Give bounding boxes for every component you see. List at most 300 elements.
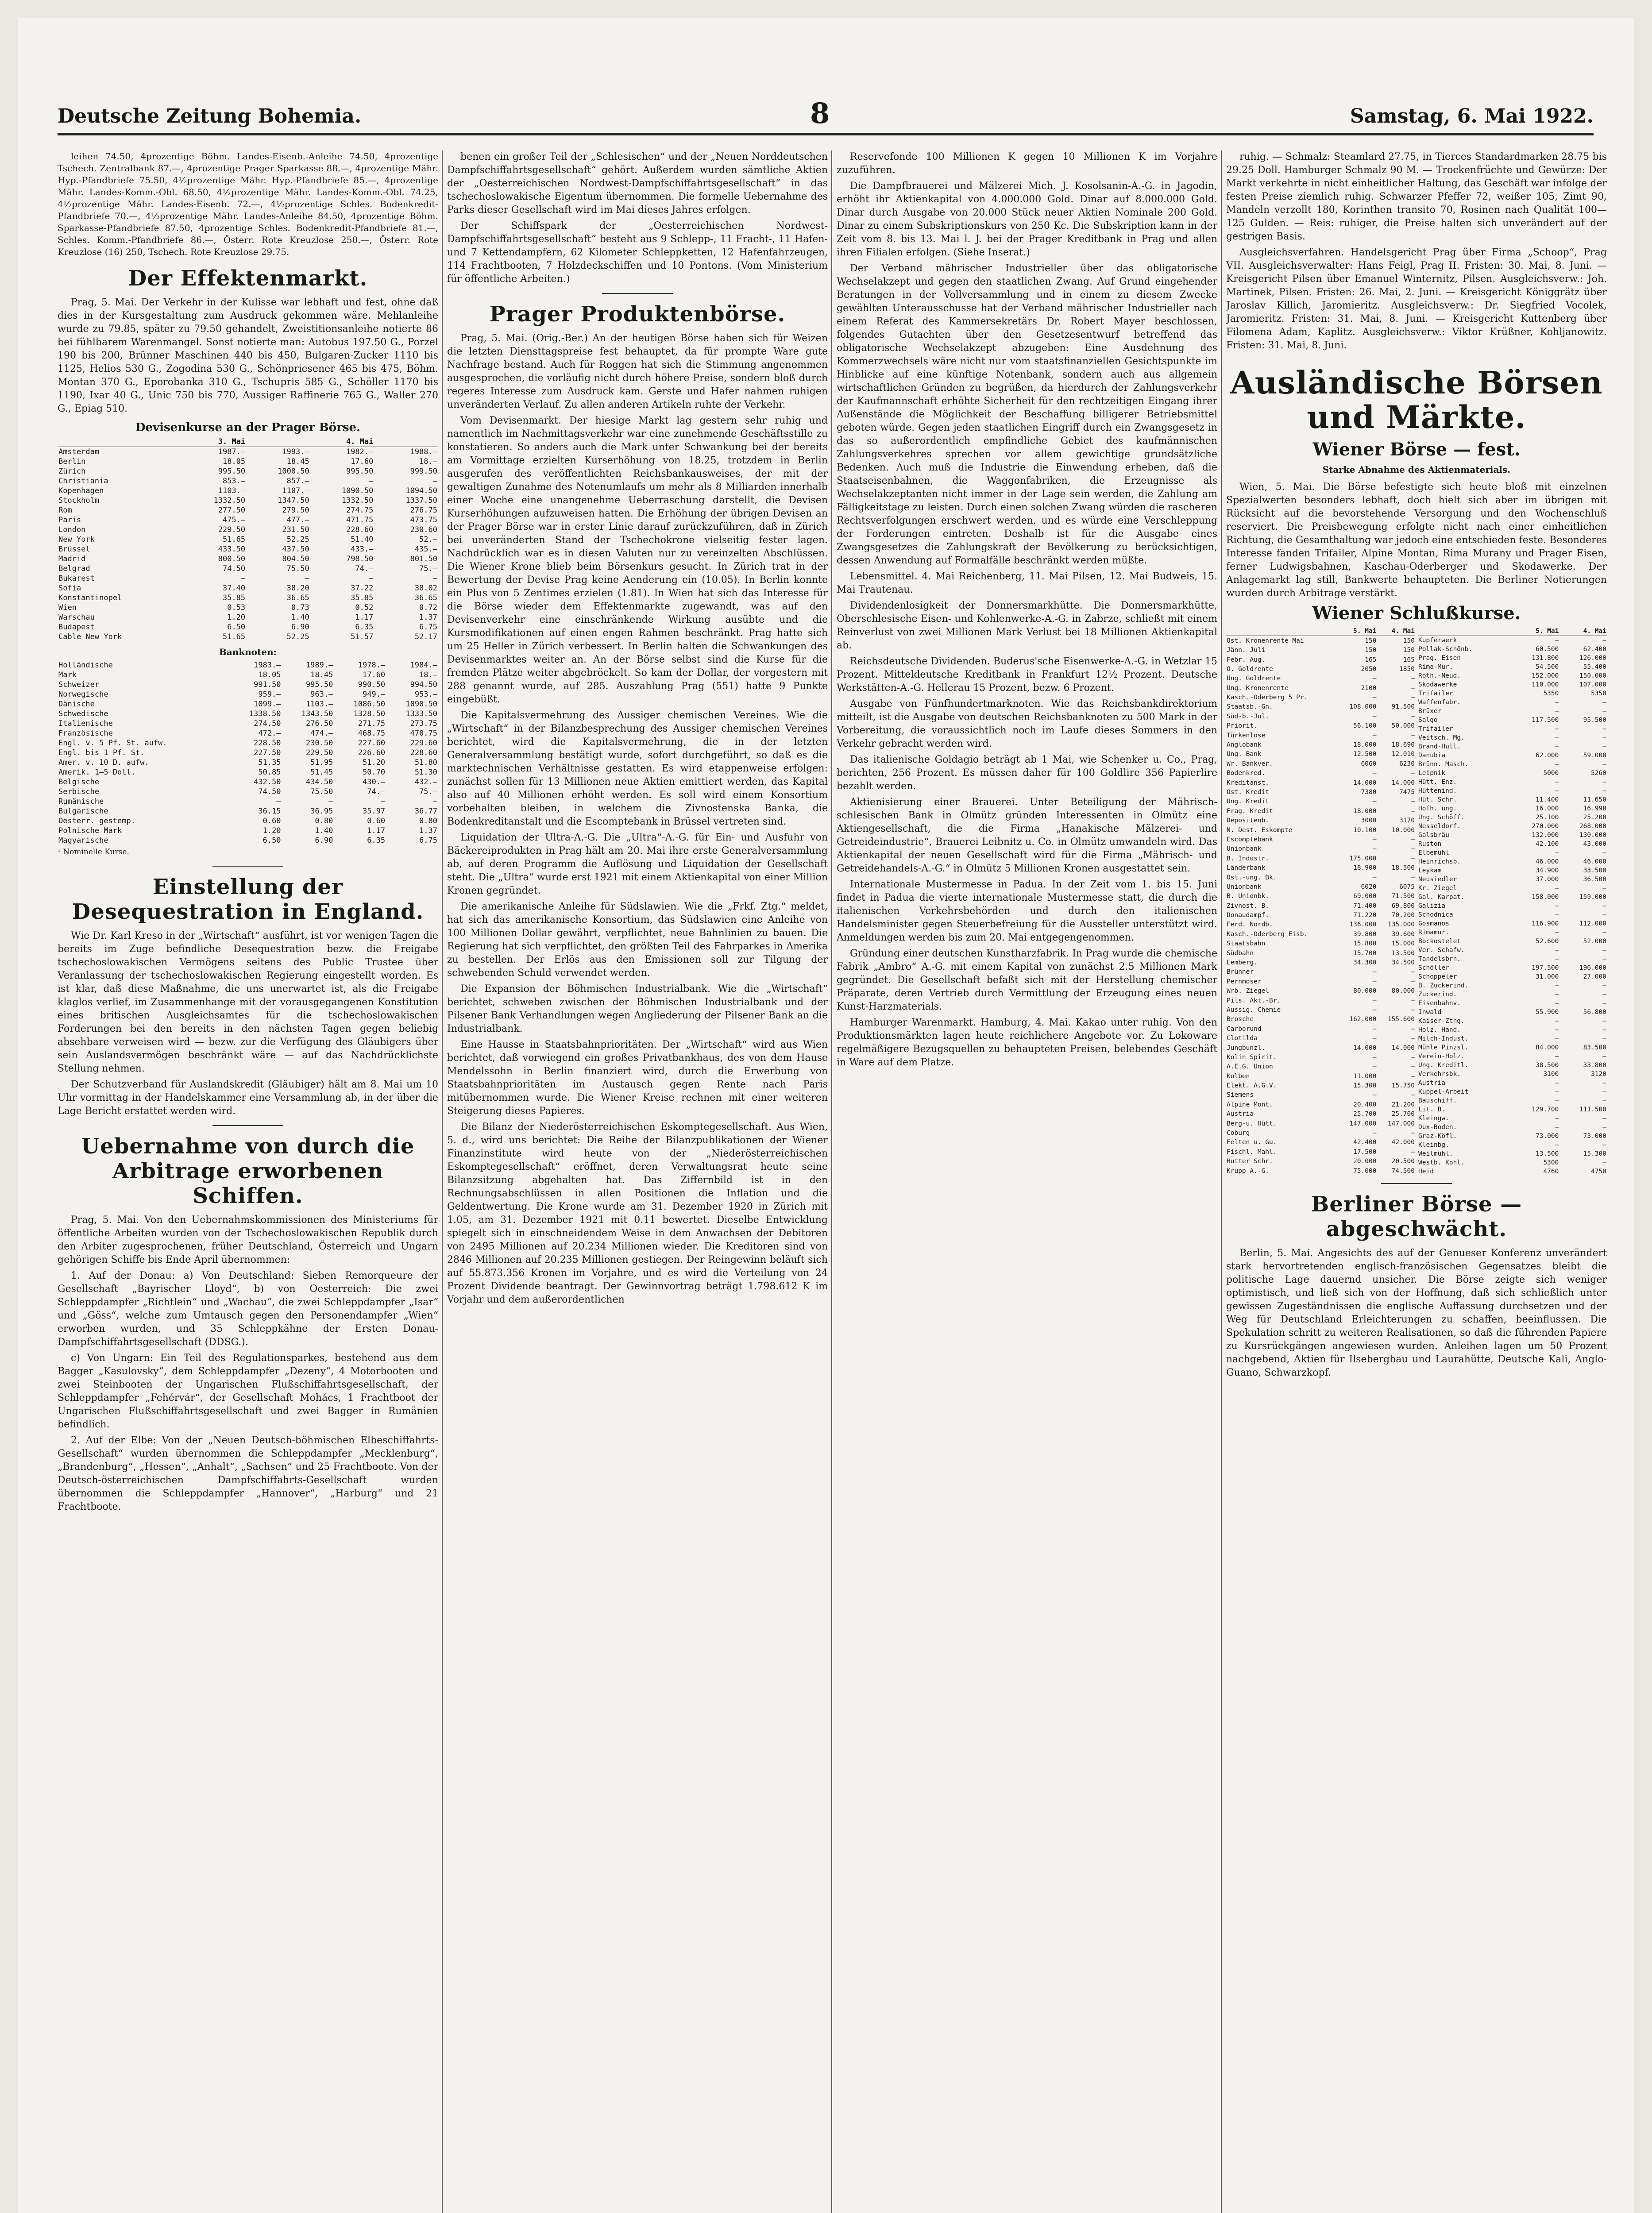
- schlusskurs-value: —: [1602, 902, 1606, 910]
- banknoten-row: [58, 806, 438, 816]
- schlusskurs-row: [1418, 813, 1607, 822]
- banknoten-label: Norwegische: [58, 690, 108, 699]
- devisen-value: 35.85: [222, 594, 246, 602]
- schlusskurs-row: [1226, 1100, 1415, 1109]
- newspaper-page: [18, 18, 1634, 2213]
- banknoten-value: —: [276, 797, 281, 806]
- devisen-value: 52.25: [286, 632, 309, 641]
- banknoten-value: 1984.—: [410, 661, 437, 670]
- masthead: [58, 93, 1594, 135]
- staatsbahn-hausse-text: Eine Hausse in Staatsbahnprioritäten. Der „Wirtschaft“ wird aus Wien berichtet, daß vorwiegend ein großes Privatbankhaus, des von dem Hause Mendelssohn in Berlin finanziert wird, durch die Erwerbung von Staatsbahnprioritäten im Austausch gegen Rente nach Paris mitübernommen wurde. Die Wiener Kreise rechnen mit einer weiteren Steigerung dieses Papieres.: [447, 1039, 828, 1117]
- schlusskurs-value: 2050: [1361, 665, 1377, 673]
- schlusskurs-value: —: [1372, 675, 1377, 682]
- schlusskurs-row: [1226, 987, 1415, 996]
- schlusskurs-value: —: [1411, 675, 1415, 682]
- column-divider: [1221, 150, 1222, 2213]
- schlusskurs-row: [1226, 996, 1415, 1005]
- banknoten-value: 6.90: [315, 836, 333, 845]
- banknoten-value: 434.50: [305, 778, 333, 787]
- schlusskurs-label: Zuckerind.: [1418, 991, 1457, 998]
- schlusskurs-label: Anglobank: [1227, 741, 1262, 749]
- schlusskurs-value: —: [1411, 798, 1415, 806]
- schlusskurs-value: 25.700: [1353, 1110, 1377, 1118]
- schlusskurs-row: [1226, 1024, 1415, 1033]
- schlusskurs-row: [1418, 981, 1607, 990]
- devisen-row: [58, 486, 438, 496]
- schlusskurs-row: [1226, 835, 1415, 844]
- schlusskurs-row: [1418, 751, 1607, 760]
- column-1: [58, 150, 438, 2213]
- devisen-value: 74.50: [222, 564, 246, 573]
- banknoten-value: 74.—: [367, 787, 386, 796]
- schlusskurs-label: Ost.-ung. Bk.: [1227, 874, 1277, 881]
- devisen-value: 6.50: [227, 623, 246, 632]
- bilanz-continued-text: Reservefonde 100 Millionen K gegen 10 Millionen K im Vorjahre zuzuführen.: [837, 151, 1217, 176]
- schlusskurs-label: Milch-Indust.: [1418, 1035, 1469, 1042]
- schiffe-continued-text: benen ein großer Teil der „Schlesischen“ und der „Neuen Norddeutschen Dampfschiffahrtsgesellschaft“ gehört. Außerdem wurden sämtliche Aktien der „Oesterreichischen Nordwest-Dampfschiffahrtsgesellschaft“ in das tschechoslowakische Eigentum übernommen. Die formelle Uebernahme des Parks dieser Gesellschaft wird im Mai dieses Jahres erfolgen.: [447, 151, 828, 216]
- schlusskurs-label: Gal. Karpat.: [1418, 894, 1465, 901]
- schlusskurs-row: [1226, 901, 1415, 910]
- devisen-row: [58, 535, 438, 544]
- banknoten-value: 227.50: [254, 748, 281, 757]
- schlusskurs-value: 15.700: [1353, 949, 1377, 957]
- wechselakzept-text: Der Verband mährischer Industrieller über das obligatorische Wechselakzept und gegen den staatlichen Zwang. Auf Grund eingehender Beratungen in der Vollversammlung und in einem zu diesem Zwecke gewählten Unterausschusse hat der Verband mährischer Industrieller nach einem Referat des Kammersekretärs Dr. Robert Mayer beschlossen, folgendes Gutachten über den Gesetzesentwurf betreffend das obligatorische Wechselakzept abzugeben: Eine Ausdehnung des Kommerzwechsels wäre nicht nur vom staatsfinanziellen Gesichtspunkte im Hinblicke auf eine künftige Notenbank, sondern auch aus allgemein wirtschaftlichen Gründen zu begrüßen, da hierdurch der Zahlungsverkehr der Kaufmannschaft erhöhte Sicherheit für den rechtzeitigen Eingang ihrer Außenstände die Möglichkeit der Beschaffung billigerer Betriebsmittel geboten würde. Gegen jeden staatlichen Eingriff durch ein Zwangsgesetz in das so außerordentlich empfindliche Gebiet des kaufmännischen Zahlungsverkehres sprechen vor allem gewichtige grundsätzliche Bedenken. Auch muß die Industrie die Einwendung erheben, daß die Staatseisenbahnen, die Waggonfabriken, die Erzeugnisse als Wechselakzeptanten nicht immer in der Lage sein werden, die Zahlung am Fälligkeitstage zu leisten. Durch einen solchen Zwang würden die rascheren Rechtsverfolgungen erschwert werden, und es würde eine Verschleppung der Forderungen eintreten. Deshalb ist für die Ausgabe eines Zwangsgesetzes die Zahlungskraft der Bevölkerung zu berücksichtigen, dessen Anwendung auf Formalfälle beschränkt werden müßte.: [837, 263, 1217, 566]
- schlusskurs-row: [1226, 1119, 1415, 1128]
- schlusskurs-label: Brosche: [1227, 1016, 1254, 1023]
- produktenboerse-text: Prag, 5. Mai. (Orig.-Ber.) An der heutigen Börse haben sich für Weizen die letzten Diensttagspreise fest behauptet, da für prompte Ware gute Nachfrage bestand. Auch für Roggen hat sich die Stimmung angenommen ausgesprochen, die vorläufig nicht durch höhere Preise, sondern bloß durch regeres Interesse zum Ausdruck kam. Gerste und Hafer nahmen ruhigen unveränderten Verlauf. Zu allen anderen Artikeln ruhte der Verkehr.: [447, 333, 828, 410]
- schlusskurs-value: —: [1555, 902, 1559, 910]
- devisen-row: [58, 574, 438, 583]
- schlusskurs-row: [1418, 698, 1607, 707]
- devisen-label: New York: [58, 535, 95, 544]
- hamburg-warenmarkt-text: Hamburger Warenmarkt. Hamburg, 4. Mai. Kakao unter ruhig. Von den Produktionsmärkten lagen heute reichlichere Angebote vor. Zu Lokoware regelmäßigere Bezugsquellen zu behaupteten Preisen, belebendes Geschäft in Ware auf dem Platze.: [837, 1017, 1217, 1068]
- schlusskurs-value: —: [1602, 779, 1606, 786]
- wiener-boerse-text: Wien, 5. Mai. Die Börse befestigte sich heute bloß mit einzelnen Spezialwerten besonders lebhaft, doch hielt sich aber im übrigen mit Rücksicht auf die bevorstehende Versorgung und den Wochenschluß reserviert. Die Preisbewegung erfolgte nicht nach einer einheitlichen Richtung, die Gesamthaltung war jedoch eine entschieden feste. Besonderes Interesse fanden Trifailer, Alpine Montan, Rima Murany und Prager Eisen, ferner Ludwigsbahnen, Kaschau-Oderberger und Skodawerke. Der Anlagemarkt lag still, Bankwerte behaupteten. Die Berliner Notierungen wurden durch Arbitrage verstärkt.: [1226, 482, 1607, 599]
- schlusskurs-value: 54.500: [1535, 663, 1559, 671]
- schlusskurs-row: [1226, 731, 1415, 740]
- schlusskurs-row: [1418, 1061, 1607, 1070]
- schlusskurs-value: 135.000: [1387, 921, 1415, 929]
- schlusskurs-value: 83.500: [1583, 1044, 1606, 1051]
- schlusskurs-row: [1418, 636, 1607, 645]
- schlusskurs-row: [1418, 955, 1607, 964]
- schlusskurs-value: —: [1602, 982, 1606, 989]
- banknoten-label: Schwedische: [58, 709, 108, 718]
- schlusskurs-label: Brüxer: [1418, 708, 1442, 715]
- schlusskurs-value: 5260: [1591, 770, 1606, 777]
- schlusskurs-value: 13.500: [1391, 949, 1415, 957]
- schlusskurs-value: 147.000: [1349, 1120, 1377, 1127]
- banknoten-value: 227.60: [358, 739, 386, 748]
- schlusskurs-value: 18.000: [1353, 807, 1377, 815]
- devisen-value: 228.60: [346, 525, 374, 534]
- schlusskurs-label: Ung. Kreditl.: [1418, 1062, 1469, 1069]
- schlusskurs-value: 150: [1403, 647, 1415, 654]
- schlusskurs-value: —: [1602, 911, 1606, 918]
- schlusskurs-value: —: [1411, 855, 1415, 862]
- schlusskurs-label: Lemberg.: [1227, 959, 1258, 967]
- schlusskurs-row: [1418, 990, 1607, 999]
- devisen-row: [58, 505, 438, 515]
- schlusskurs-label: Aussig. Chemie: [1227, 1006, 1281, 1014]
- schlusskurs-row: [1418, 716, 1607, 725]
- banknoten-label: Polnische Mark: [58, 826, 122, 835]
- schlusskurs-row: [1418, 946, 1607, 955]
- devisen-value: 36.65: [414, 594, 437, 602]
- schlusskurs-label: Bodenkred.: [1227, 770, 1266, 777]
- schlusskurs-value: 42.100: [1535, 840, 1559, 848]
- schlusskurs-value: 20.000: [1353, 1158, 1377, 1165]
- devisen-table: [58, 437, 438, 642]
- schlusskurs-value: 18.000: [1353, 741, 1377, 749]
- ultra-liquidation-text: Liquidation der Ultra-A.-G. Die „Ultra“-A.-G. für Ein- und Ausfuhr von Bäckereiprodukten in Prag hält am 20. Mai ihre erste Generalversammlung ab, auf deren Programm die Auflösung und Liquidation der Gesellschaft steht. Die „Ultra“ wurde erst 1921 mit einem Aktienkapital von einer Million Kronen gegründet.: [447, 832, 828, 896]
- devisen-row: [58, 632, 438, 642]
- banknoten-value: 51.30: [414, 768, 437, 777]
- devisen-value: 52.—: [419, 535, 437, 544]
- devisen-value: 1982.—: [346, 447, 374, 456]
- banknoten-value: 0.60: [367, 817, 386, 825]
- devisen-value: 995.50: [218, 467, 246, 476]
- devisen-value: 1347.50: [278, 496, 309, 505]
- schlusskurs-label: Waffenfabr.: [1418, 699, 1461, 706]
- schlusskurs-value: 131.800: [1532, 655, 1559, 662]
- column-2: [447, 150, 828, 2213]
- schlusskurs-value: 84.000: [1535, 1044, 1559, 1051]
- devisen-value: —: [369, 574, 374, 583]
- devisen-value: 277.50: [218, 506, 246, 515]
- schlusskurs-value: 4750: [1591, 1168, 1606, 1175]
- banknoten-row: [58, 748, 438, 758]
- schlusskurs-row: [1226, 693, 1415, 702]
- devisen-value: 35.85: [351, 594, 374, 602]
- schlusskurs-value: —: [1411, 1148, 1415, 1156]
- schlusskurs-value: —: [1602, 1159, 1606, 1166]
- schlusskurs-label: Wrb. Ziegel: [1227, 987, 1270, 995]
- banknoten-value: 1.40: [315, 826, 333, 835]
- banknoten-value: 228.50: [254, 739, 281, 748]
- schlusskurs-label: Lit. B.: [1418, 1106, 1446, 1113]
- schlusskurs-value: 112.000: [1579, 920, 1606, 927]
- schlusskurs-label: Hutter Schr.: [1227, 1158, 1273, 1165]
- banknoten-value: 271.75: [358, 719, 386, 728]
- schlusskurs-row: [1418, 1096, 1607, 1105]
- schlusskurs-row: [1418, 902, 1607, 910]
- devisen-label: Konstantinopel: [58, 594, 122, 602]
- devisen-value: 995.50: [346, 467, 374, 476]
- devisen-value: 279.50: [282, 506, 309, 515]
- devisen-value: 18.—: [419, 457, 437, 466]
- schlusskurs-row: [1226, 674, 1415, 683]
- schlusskurs-value: —: [1602, 1124, 1606, 1131]
- banknoten-value: 51.80: [414, 758, 437, 767]
- banknoten-value: 229.60: [410, 739, 437, 748]
- schlusskurs-value: —: [1372, 1130, 1377, 1137]
- schlusskurs-row: [1418, 1052, 1607, 1061]
- schlusskurs-value: 3000: [1361, 817, 1377, 825]
- schlusskurs-row: [1418, 972, 1607, 981]
- schlusskurs-label: Tandelsbrn.: [1418, 956, 1461, 963]
- devisen-label: Zürich: [58, 467, 86, 476]
- berliner-boerse-text: Berlin, 5. Mai. Angesichts des auf der Genueser Konferenz unverändert stark hervortretenden englisch-französischen Gegensatzes bleibt die politische Lage dauernd unsicher. Die Börse zeigte sich weniger optimistisch, und ließ sich von der Hoffnung, daß sich schließlich unter gewissen Zugeständnissen die englische Auffassung durchsetzen und der Weg für Deutschland Erleichterungen zu schaffen, beeinflussen. Die Spekulation schritt zu weiteren Realisationen, so daß die führenden Papiere zu Kursrückgängen angewiesen wurden. Anleihen lagen um 50 Prozent nachgebend, Aktien für Ilsebergbau und Laurahütte, Deutsche Kali, Anglo-Guano, Schwarzkopf.: [1226, 1248, 1607, 1378]
- schlusskurs-row: [1226, 721, 1415, 731]
- schlusskurs-value: 155.600: [1387, 1016, 1415, 1023]
- schlusskurs-value: 46.000: [1535, 858, 1559, 865]
- devisen-value: 274.75: [346, 506, 374, 515]
- devisen-row: [58, 476, 438, 486]
- devisen-label: Berlin: [58, 457, 86, 466]
- schlusskurs-value: —: [1372, 997, 1377, 1004]
- schlusskurs-label: Jungbunzl.: [1227, 1044, 1266, 1052]
- schlusskurs-label: Brünn. Masch.: [1418, 761, 1469, 768]
- schlusskurs-label: Salgo: [1418, 717, 1438, 724]
- banknoten-row: [58, 836, 438, 845]
- schlusskurs-value: 17.500: [1353, 1148, 1377, 1156]
- schlusskurs-label: Felten u. Gu.: [1227, 1139, 1277, 1146]
- schlusskurs-value: 2100: [1361, 684, 1377, 692]
- schlusskurs-value: 16.000: [1535, 805, 1559, 812]
- schlusskurs-value: 158.000: [1532, 894, 1559, 901]
- devisen-value: 437.50: [282, 545, 309, 554]
- schlusskurs-row: [1418, 1123, 1607, 1132]
- devisen-row: [58, 467, 438, 476]
- schlusskurs-row: [1418, 1070, 1607, 1079]
- schlusskurs-row: [1226, 1015, 1415, 1024]
- schlusskurs-value: —: [1411, 694, 1415, 702]
- schlusskurs-value: —: [1555, 991, 1559, 998]
- devisen-value: 229.50: [218, 525, 246, 534]
- devisen-row: [58, 515, 438, 525]
- devisen-value: 51.65: [222, 535, 246, 544]
- schlusskurs-value: —: [1555, 1026, 1559, 1033]
- schlusskurs-value: 33.500: [1583, 867, 1606, 874]
- banknoten-label: Holländische: [58, 661, 113, 670]
- schlusskurs-label: Trifailer: [1418, 690, 1453, 697]
- schlusskurs-header-cell: [1226, 627, 1339, 636]
- devisen-value: 18.05: [222, 457, 246, 466]
- schlusskurs-value: —: [1555, 1088, 1559, 1095]
- schlusskurs-label: B. Industr.: [1227, 855, 1270, 862]
- banknoten-value: 74.50: [258, 787, 281, 796]
- schlusskurse-table-left: [1226, 627, 1415, 1176]
- schlusskurs-value: 116.900: [1532, 920, 1559, 927]
- schlusskurs-value: —: [1411, 836, 1415, 843]
- schlusskurs-value: 3170: [1399, 817, 1415, 825]
- banknoten-value: 1.17: [367, 826, 386, 835]
- schlusskurs-value: —: [1602, 1026, 1606, 1033]
- schlusskurs-value: —: [1602, 637, 1606, 644]
- schlusskurs-label: Weilmühl.: [1418, 1150, 1453, 1157]
- schlusskurs-row: [1226, 797, 1415, 806]
- schlusskurs-value: 147.000: [1387, 1120, 1415, 1127]
- devisen-value: 276.75: [410, 506, 437, 515]
- schlusskurs-label: Kolben: [1227, 1072, 1250, 1080]
- schlusskurs-value: —: [1602, 947, 1606, 954]
- schlusskurs-label: Heinrichsb.: [1418, 858, 1461, 865]
- schlusskurs-value: 10.000: [1391, 826, 1415, 834]
- devisen-label: Warschau: [58, 613, 95, 622]
- schlusskurs-value: 270.000: [1532, 823, 1559, 830]
- schlusskurs-row: [1226, 854, 1415, 863]
- schlusskurs-value: 73.000: [1535, 1133, 1559, 1140]
- devisen-row: [58, 593, 438, 603]
- schlusskurs-row: [1226, 1110, 1415, 1119]
- schlusskurs-value: 38.500: [1535, 1062, 1559, 1069]
- banknoten-value: 994.50: [410, 680, 437, 689]
- devisen-value: 1.37: [419, 613, 437, 622]
- schlusskurs-row: [1418, 999, 1607, 1008]
- devisen-value: 800.50: [218, 555, 246, 563]
- banknoten-value: —: [328, 797, 333, 806]
- devisen-value: 1.20: [227, 613, 246, 622]
- schlusskurs-label: Schöller: [1418, 964, 1449, 972]
- schlusskurs-value: —: [1411, 684, 1415, 692]
- banknoten-label: Engl. v. 5 Pf. St. aufw.: [58, 739, 167, 748]
- schlusskurs-row: [1226, 636, 1415, 646]
- schlusskurs-label: Austria: [1227, 1110, 1254, 1118]
- column-4: [1226, 150, 1607, 2213]
- devisen-value: —: [240, 574, 246, 583]
- schlusskurs-row: [1418, 822, 1607, 831]
- schlusskurs-value: 107.000: [1579, 681, 1606, 688]
- devisen-label: Brüssel: [58, 545, 90, 554]
- devisen-value: 1103.—: [218, 486, 246, 495]
- schlusskurs-value: —: [1411, 1025, 1415, 1033]
- bond-quotes-text: leihen 74.50, 4prozentige Böhm. Landes-Eisenb.-Anleihe 74.50, 4prozentige Tschech. Zentralbank 87.—, 4prozentige Prager Sparkasse 88.—, 4prozentige Mähr. Hyp.-Pfandbriefe 75.50, 4½prozentige Mähr. Hyp.-Pfandbriefe 85.—, 4prozentige Mähr. Landes-Komm.-Obl. 68.50, 4½prozentige Mähr. Landes-Komm.-Obl. 74.25, 4½prozentige Mähr. Landes-Eisenb. 72.—, 4½prozentige Schles. Bodenkredit-Pfandbriefe 70.—, 4½prozentige Mähr. Landes-Anleihe 84.50, 4prozentige Böhm. Sparkasse-Pfandbriefe 87.50, 4prozentige Schles. Bodenkredit-Pfandbriefe 81.—, Schles. Komm.-Pfandbriefe 86.—, Österr. Rote Kreuzlose 250.—, Österr. Rote Kreuzlose (16) 250, Tschech. Rote Kreuzlose 29.75.: [58, 151, 438, 257]
- devisen-value: 475.—: [222, 516, 246, 524]
- schlusskurs-value: —: [1555, 929, 1559, 936]
- separator: [212, 866, 283, 867]
- schlusskurs-label: Carborund: [1227, 1025, 1262, 1033]
- schlusskurs-value: 268.000: [1579, 823, 1606, 830]
- schlusskurs-value: 60.500: [1535, 646, 1559, 653]
- schlusskurs-value: 39.600: [1391, 930, 1415, 938]
- devisen-row: [58, 564, 438, 574]
- devisen-label: Amsterdam: [58, 447, 100, 456]
- schlusskurs-value: —: [1555, 743, 1559, 750]
- schlusskurs-value: 31.000: [1535, 973, 1559, 980]
- schlusskurs-value: —: [1411, 1006, 1415, 1014]
- schlusskurs-label: N. Dest. Eskompte: [1227, 826, 1293, 834]
- berliner-boerse-heading: Berliner Börse — abgeschwächt.: [1311, 1192, 1522, 1241]
- schlusskurse-heading: Wiener Schlußkurse.: [1312, 603, 1521, 624]
- banknoten-value: 50.85: [258, 768, 281, 777]
- schlusskurs-value: —: [1602, 885, 1606, 892]
- schlusskurs-value: 15.300: [1583, 1150, 1606, 1157]
- schlusskurs-row: [1226, 1072, 1415, 1081]
- banknoten-label: Amer. v. 10 D. aufw.: [58, 758, 149, 767]
- schlusskurs-row: [1418, 1141, 1607, 1149]
- goldagio-text: Das italienische Goldagio beträgt ab 1 Mai, wie Schenker u. Co., Prag, berichten, 256 Prozent. Es müssen daher für 100 Goldlire 356 Papierlire bezahlt werden.: [837, 754, 1217, 792]
- schlusskurs-value: —: [1555, 787, 1559, 794]
- banknoten-value: 1103.—: [305, 700, 333, 709]
- devisen-value: 1.40: [291, 613, 309, 622]
- schlusskurs-label: Hofh. ung.: [1418, 805, 1457, 812]
- devisen-label: Budapest: [58, 623, 95, 632]
- schlusskurs-value: —: [1555, 1097, 1559, 1104]
- schlusskurs-value: 12.010: [1391, 751, 1415, 758]
- devisen-value: 51.57: [351, 632, 374, 641]
- schlusskurs-value: 74.500: [1391, 1167, 1415, 1175]
- schlusskurs-label: Mühle Pinzsl.: [1418, 1044, 1469, 1051]
- schlusskurs-label: Türkenlose: [1227, 732, 1266, 739]
- schlusskurs-value: 5350: [1591, 690, 1606, 697]
- devisen-value: 471.75: [346, 516, 374, 524]
- schlusskurs-value: —: [1372, 798, 1377, 806]
- banknoten-value: 963.—: [310, 690, 333, 699]
- devisen-value: 433.50: [218, 545, 246, 554]
- schlusskurs-label: Krupp A.-G.: [1227, 1167, 1270, 1175]
- banknoten-value: 75.50: [310, 787, 333, 796]
- column-divider: [442, 150, 443, 2213]
- schlusskurs-value: 95.500: [1583, 717, 1606, 724]
- devisen-value: 37.40: [222, 584, 246, 593]
- schlusskurs-row: [1418, 910, 1607, 919]
- devisen-value: 75.—: [419, 564, 437, 573]
- schlusskurs-row: [1418, 1167, 1607, 1176]
- schlusskurs-value: 33.800: [1583, 1062, 1606, 1069]
- schlusskurs-row: [1226, 948, 1415, 958]
- banknoten-row: [58, 758, 438, 767]
- banknoten-value: 959.—: [258, 690, 281, 699]
- schlusskurs-row: [1418, 769, 1607, 778]
- schlusskurs-row: [1226, 1138, 1415, 1147]
- banknoten-label: Dänische: [58, 700, 95, 709]
- schlusskurs-value: —: [1555, 699, 1559, 706]
- schlusskurs-value: —: [1602, 761, 1606, 768]
- devisen-value: 1993.—: [282, 447, 309, 456]
- schlusskurs-value: 11.000: [1353, 1072, 1377, 1080]
- schlusskurs-value: 37.000: [1535, 876, 1559, 883]
- schlusskurs-label: Febr. Aug.: [1227, 656, 1266, 663]
- schlusskurs-label: Depositenb.: [1227, 817, 1270, 825]
- eskompte-bilanz-text: Die Bilanz der Niederösterreichischen Eskomptegesellschaft. Aus Wien, 5. d., wird uns berichtet: Die Reihe der Bilanzpublikationen der Wiener Finanzinstitute wird heute von der „Niederösterreichischen Eskomptegesellschaft“ eröffnet, deren Verwaltungsrat heute seine Bilanzsitzung abgehalten hat. Das Ziffernbild ist in den Rechnungsabschlüssen in allen Positionen die Inflation und die Geldentwertung. Die Krone wurde am 31. Dezember 1920 in Zürich mit 1.05, am 31. Dezember 1921 mit 0.11 bewertet. Dieselbe Entwicklung spiegelt sich in einschneidendem Weise in dem Anwachsen der Debitoren von 2495 Millionen auf 20.234 Millionen wieder. Die Kreditoren sind von 2846 Millionen auf 20.235 Millionen gestiegen. Der Reingewinn beläuft sich auf 55.873.356 Kronen im Vorjahre, und es wird die Verteilung von 24 Prozent Dividende beantragt. Der Gewinnvortrag beträgt 1.798.612 K im Vorjahr und dem außerordentlichen: [447, 1122, 828, 1305]
- schlusskurse-tables: [1226, 627, 1607, 1176]
- schlusskurs-label: Neusiedler: [1418, 876, 1457, 883]
- schlusskurs-label: Ost. Kredit: [1227, 788, 1270, 796]
- schlusskurs-row: [1418, 787, 1607, 795]
- schlusskurs-label: Ver. Schafw.: [1418, 947, 1465, 954]
- schlusskurs-value: 7475: [1399, 788, 1415, 796]
- schlusskurs-value: 6230: [1399, 760, 1415, 767]
- schlusskurs-row: [1226, 892, 1415, 901]
- schlusskurs-row: [1226, 825, 1415, 835]
- banknoten-label: Oesterr. gestemp.: [58, 817, 135, 825]
- devisen-header-cell: [374, 437, 438, 447]
- devisen-value: —: [432, 477, 437, 486]
- schlusskurs-row: [1418, 1105, 1607, 1114]
- schlusskurs-label: Prag. Eisen: [1418, 655, 1461, 662]
- banknoten-value: 949.—: [362, 690, 386, 699]
- schlusskurs-value: 15.000: [1391, 940, 1415, 948]
- schlusskurs-label: Leipnik: [1418, 770, 1446, 777]
- schlusskurs-row: [1418, 884, 1607, 893]
- banknoten-value: 228.60: [410, 748, 437, 757]
- devisen-value: 1987.—: [218, 447, 246, 456]
- hamburg-continued-text: ruhig. — Schmalz: Steamlard 27.75, in Tierces Standardmarken 28.75 bis 29.25 Doll. Hamburger Schmalz 90 M. — Trockenfrüchte und Gewürze: Der Markt verkehrte in nicht einheitlicher Haltung, das Geschäft war infolge der festen Preise ziemlich ruhig. Schwarzer Pfeffer 72, weißer 105, Zimt 90, Mandeln verzollt 180, Korinthen transito 70, Rosinen nach Qualität 100—125 Gulden. — Reis: ruhiger, die Preise halten sich unverändert auf der gestrigen Basis.: [1226, 151, 1607, 242]
- schlusskurs-row: [1226, 778, 1415, 787]
- schlusskurs-row: [1418, 733, 1607, 742]
- schlusskurs-value: 43.000: [1583, 840, 1606, 848]
- devisen-label: Christiania: [58, 477, 108, 486]
- banknoten-row: [58, 719, 438, 729]
- devisen-value: 1988.—: [410, 447, 437, 456]
- schlusskurs-value: —: [1602, 699, 1606, 706]
- schlusskurs-value: 46.000: [1583, 858, 1606, 865]
- devisen-label: Sofia: [58, 584, 81, 593]
- schlusskurs-label: Berg-u. Hütt.: [1227, 1120, 1277, 1127]
- devisen-value: 1332.50: [213, 496, 246, 505]
- schlusskurs-value: 165: [1365, 656, 1377, 663]
